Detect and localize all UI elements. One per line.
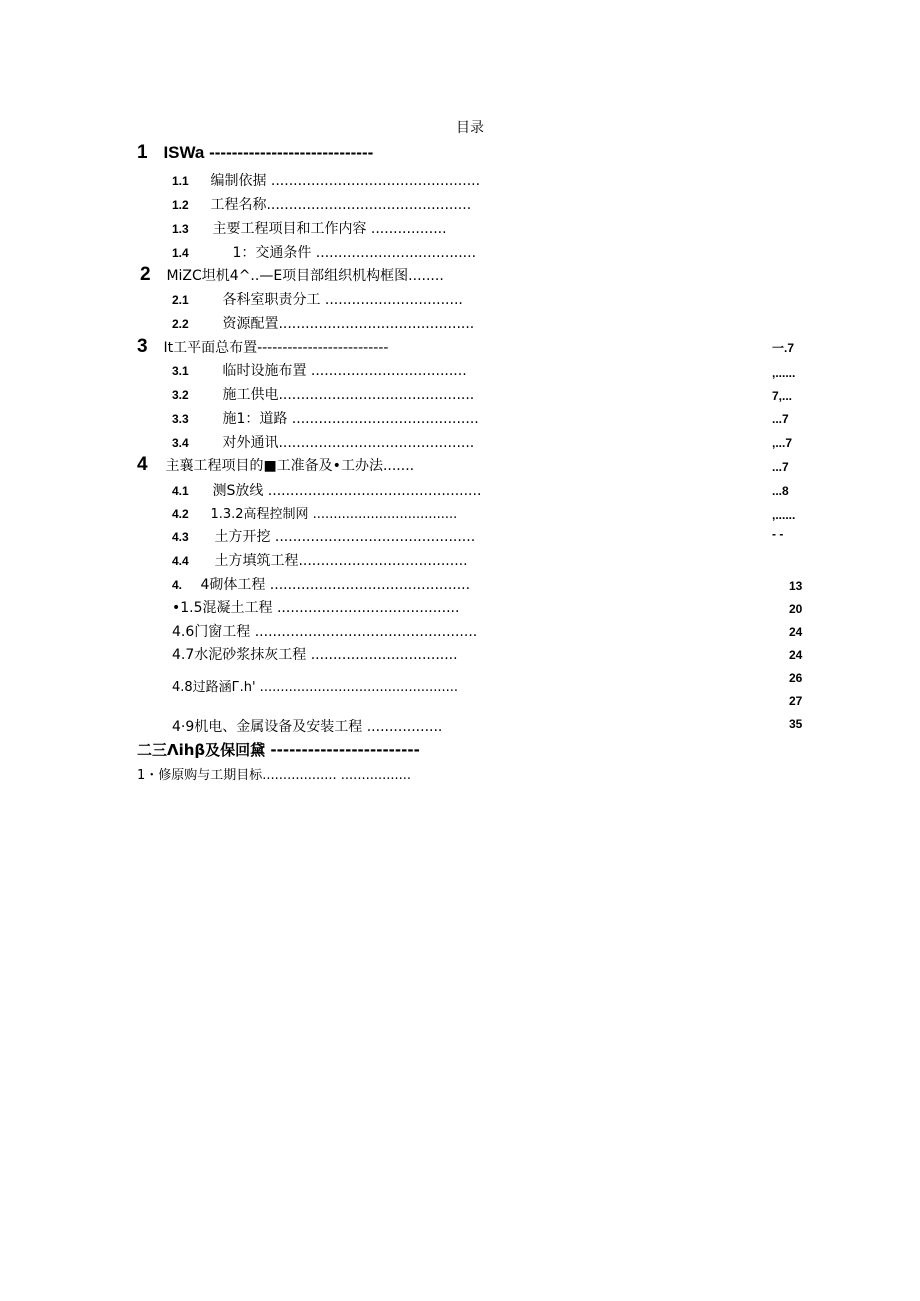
toc-entry-2-1[interactable] [172, 291, 463, 309]
toc-entry-text: 编制依据 ............................................... [210, 173, 481, 189]
toc-entry-4-5[interactable] [172, 599, 459, 617]
toc-entry-4-4b[interactable] [172, 576, 470, 594]
page-number: ,...... [772, 508, 796, 522]
page-number: ,...7 [772, 436, 793, 450]
toc-entry-text: 各科室职责分工 ............................... [222, 292, 463, 308]
toc-entry-text: 主要工程项目和工作内容 ................. [212, 221, 447, 237]
toc-entry-text: 4.6门窗工程 .................................................. [172, 624, 478, 640]
toc-entry-3-2[interactable] [172, 386, 474, 404]
toc-entry-4-3[interactable] [172, 528, 475, 546]
toc-entry-3-1[interactable] [172, 362, 467, 380]
toc-entry-4-2[interactable] [172, 505, 457, 524]
toc-entry-text: 资源配置............................................ [222, 316, 475, 332]
toc-entry-text: 4砌体工程 ............................................. [200, 577, 471, 593]
toc-entry-4-1[interactable] [172, 482, 481, 500]
toc-entry-number: 4. [172, 578, 183, 592]
toc-entry-number: 4 [137, 454, 148, 475]
toc-entry-1[interactable] [137, 144, 373, 163]
toc-entry-text: 对外通讯............................................ [222, 435, 475, 451]
toc-entry-2-2[interactable] [172, 315, 474, 333]
toc-entry-number: 3.4 [172, 436, 189, 450]
toc-entry-number: 3 [137, 336, 148, 357]
toc-entry-3[interactable] [137, 338, 388, 357]
toc-entry-4-7[interactable] [172, 646, 458, 664]
toc-entry-text: 施工供电............................................ [222, 387, 475, 403]
toc-title: 目录 [456, 120, 484, 136]
toc-entry-number: 1.1 [172, 174, 189, 188]
toc-entry-text: MiZC坦机4^..—E项目部组织机构框图........ [166, 268, 444, 284]
page-number: 27 [789, 694, 803, 708]
toc-entry-text: 测S放线 ................................................ [212, 483, 482, 499]
page-number: 26 [789, 671, 803, 685]
toc-entry-text: 1・修原购与工期目标.................. ................. [137, 768, 412, 783]
toc-entry-number: 1.3 [172, 222, 189, 236]
toc-entry-number: 4.3 [172, 530, 189, 544]
toc-entry-number: 3.2 [172, 388, 189, 402]
toc-entry-text: 4·9机电、金属设备及安装工程 ................. [172, 719, 443, 735]
page-number: ,...... [772, 366, 796, 380]
toc-entry-1-2[interactable] [172, 196, 471, 214]
toc-entry-text: 1：交通条件 .................................... [232, 245, 477, 261]
toc-entry-number: 2.1 [172, 293, 189, 307]
toc-entry-text: 1.3.2高程控制网 ................................... [210, 507, 458, 522]
page-number: ...7 [772, 412, 789, 426]
toc-entry-number: 4.1 [172, 484, 189, 498]
toc-entry-number: 1.4 [172, 246, 189, 260]
toc-entry-text: 土方填筑工程...................................... [214, 553, 468, 569]
toc-entry-4-6[interactable] [172, 623, 477, 641]
page-number: ...7 [772, 460, 789, 474]
toc-entry-text: It工平面总布置-------------------------- [163, 340, 389, 356]
toc-entry-text: 土方开挖 ............................................. [214, 529, 476, 545]
toc-entry-4-8[interactable] [172, 678, 458, 697]
toc-entry-2[interactable] [140, 266, 444, 285]
page-number: ...8 [772, 484, 789, 498]
toc-entry-5[interactable] [137, 741, 420, 760]
toc-entry-text: 4.7水泥砂浆抹灰工程 ................................. [172, 647, 458, 663]
toc-entry-text: ISWa ----------------------------- [163, 143, 374, 162]
toc-entry-text: 工程名称.............................................. [210, 197, 472, 213]
toc-entry-number: 2.2 [172, 317, 189, 331]
toc-entry-1-3[interactable] [172, 220, 447, 238]
toc-entry-text: 临时设施布置 ................................... [222, 363, 467, 379]
toc-entry-number: 4.4 [172, 554, 189, 568]
toc-entry-number: 1.2 [172, 198, 189, 212]
toc-entry-4-9[interactable] [172, 718, 442, 736]
page-number: 7,... [772, 389, 793, 403]
toc-entry-text: 施1：道路 .......................................... [222, 411, 479, 427]
toc-entry-text: 二三Λihβ及保回黛 ------------------------ [137, 741, 420, 759]
page-number: 24 [789, 625, 803, 639]
toc-entry-text: 4.8过路涵Г.h' ................................................ [172, 680, 459, 695]
toc-entry-1-1[interactable] [172, 172, 480, 190]
toc-entry-3-3[interactable] [172, 410, 479, 428]
toc-entry-number: 3.3 [172, 412, 189, 426]
page-number: 35 [789, 717, 803, 731]
page-number: 20 [789, 602, 803, 616]
toc-entry-text: •1.5混凝土工程 ......................................... [172, 600, 460, 616]
page-number: - - [772, 527, 784, 541]
toc-entry-3-4[interactable] [172, 434, 474, 452]
page-number: 24 [789, 648, 803, 662]
toc-entry-4-4[interactable] [172, 552, 468, 570]
toc-entry-number: 2 [140, 264, 151, 285]
toc-entry-text: 主襄工程项目的■工准备及•工办法....... [165, 458, 415, 474]
toc-entry-1-4[interactable] [172, 244, 476, 262]
toc-entry-number: 1 [137, 142, 148, 163]
toc-entry-5-1[interactable] [137, 766, 411, 785]
page-number: 13 [789, 579, 803, 593]
page-number: 一.7 [772, 341, 795, 355]
toc-entry-number: 3.1 [172, 364, 189, 378]
toc-entry-number: 4.2 [172, 507, 189, 521]
toc-entry-4[interactable] [137, 456, 414, 475]
